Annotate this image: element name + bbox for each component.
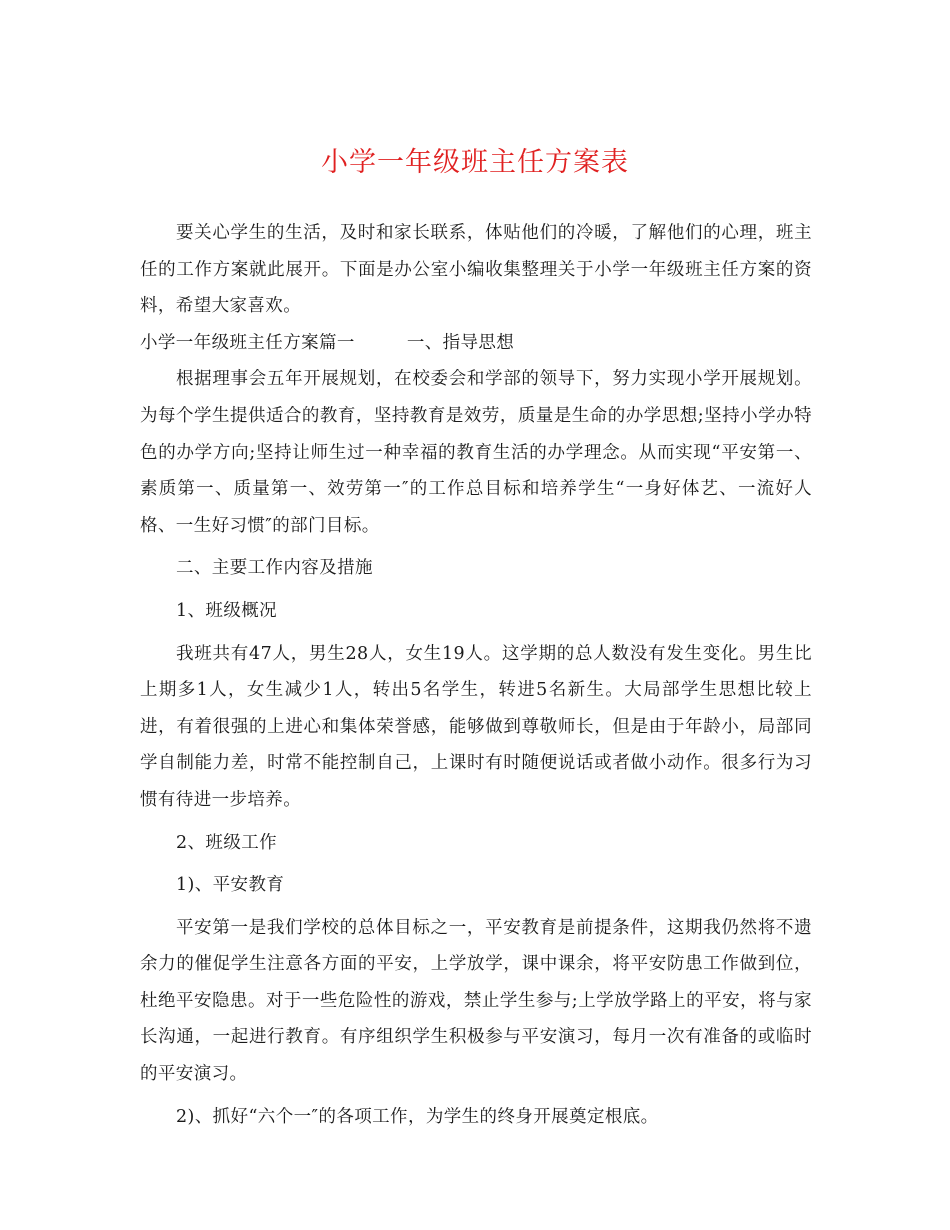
class-overview-heading: 1、班级概况	[176, 600, 278, 621]
class-work-heading: 2、班级工作	[176, 832, 278, 853]
six-items-heading: 2)、抓好“六个一″的各项工作，为学生的终身开展奠定根底。	[176, 1106, 659, 1127]
section1-heading-subtitle: 一、指导思想	[406, 332, 515, 353]
document-body	[140, 215, 812, 1135]
section1-heading-title: 小学一年级班主任方案篇一	[140, 332, 355, 353]
class-overview-paragraph: 我班共有47人，男生28人，女生19人。这学期的总人数没有发生变化。男生比上期多1人，女生减少1人，转出5名学生，转进5名新生。大局部学生思想比较上进，有着很强的上进心和集体荣誉感，能够做到尊敬师长，但是由于年龄小，局部同学自制能力差，时常不能控制自己，上课时有时随便说话或者做小动作。很多行为习惯有待进一步培养。	[140, 643, 812, 810]
safety-paragraph: 平安第一是我们学校的总体目标之一，平安教育是前提条件，这期我仍然将不遗余力的催促学生注意各方面的平安，上学放学，课中课余，将平安防患工作做到位，杜绝平安隐患。对于一些危险性的游戏，禁止学生参与;上学放学路上的平安，将与家长沟通，一起进行教育。有序组织学生积极参与平安演习，每月一次有准备的或临时的平安演习。	[140, 917, 812, 1085]
intro-paragraph: 要关心学生的生活，及时和家长联系，体贴他们的冷暖，了解他们的心理，班主任的工作方案就此展开。下面是办公室小编收集整理关于小学一年级班主任方案的资料，希望大家喜欢。	[140, 223, 812, 317]
document-title: 小学一年级班主任方案表	[321, 147, 629, 178]
main-heading: 二、主要工作内容及措施	[176, 558, 373, 579]
guiding-paragraph: 根据理事会五年开展规划，在校委会和学部的领导下，努力实现小学开展规划。为每个学生提供适合的教育，坚持教育是效劳，质量是生命的办学思想;坚持小学办特色的办学方向;坚持让师生过一种幸福的教育生活的办学理念。从而实现“平安第一、素质第一、质量第一、效劳第一″的工作总目标和培养学生“一身好体艺、一流好人格、一生好习惯″的部门目标。	[140, 369, 812, 536]
safety-heading: 1)、平安教育	[176, 875, 285, 896]
section1-heading	[140, 325, 812, 362]
